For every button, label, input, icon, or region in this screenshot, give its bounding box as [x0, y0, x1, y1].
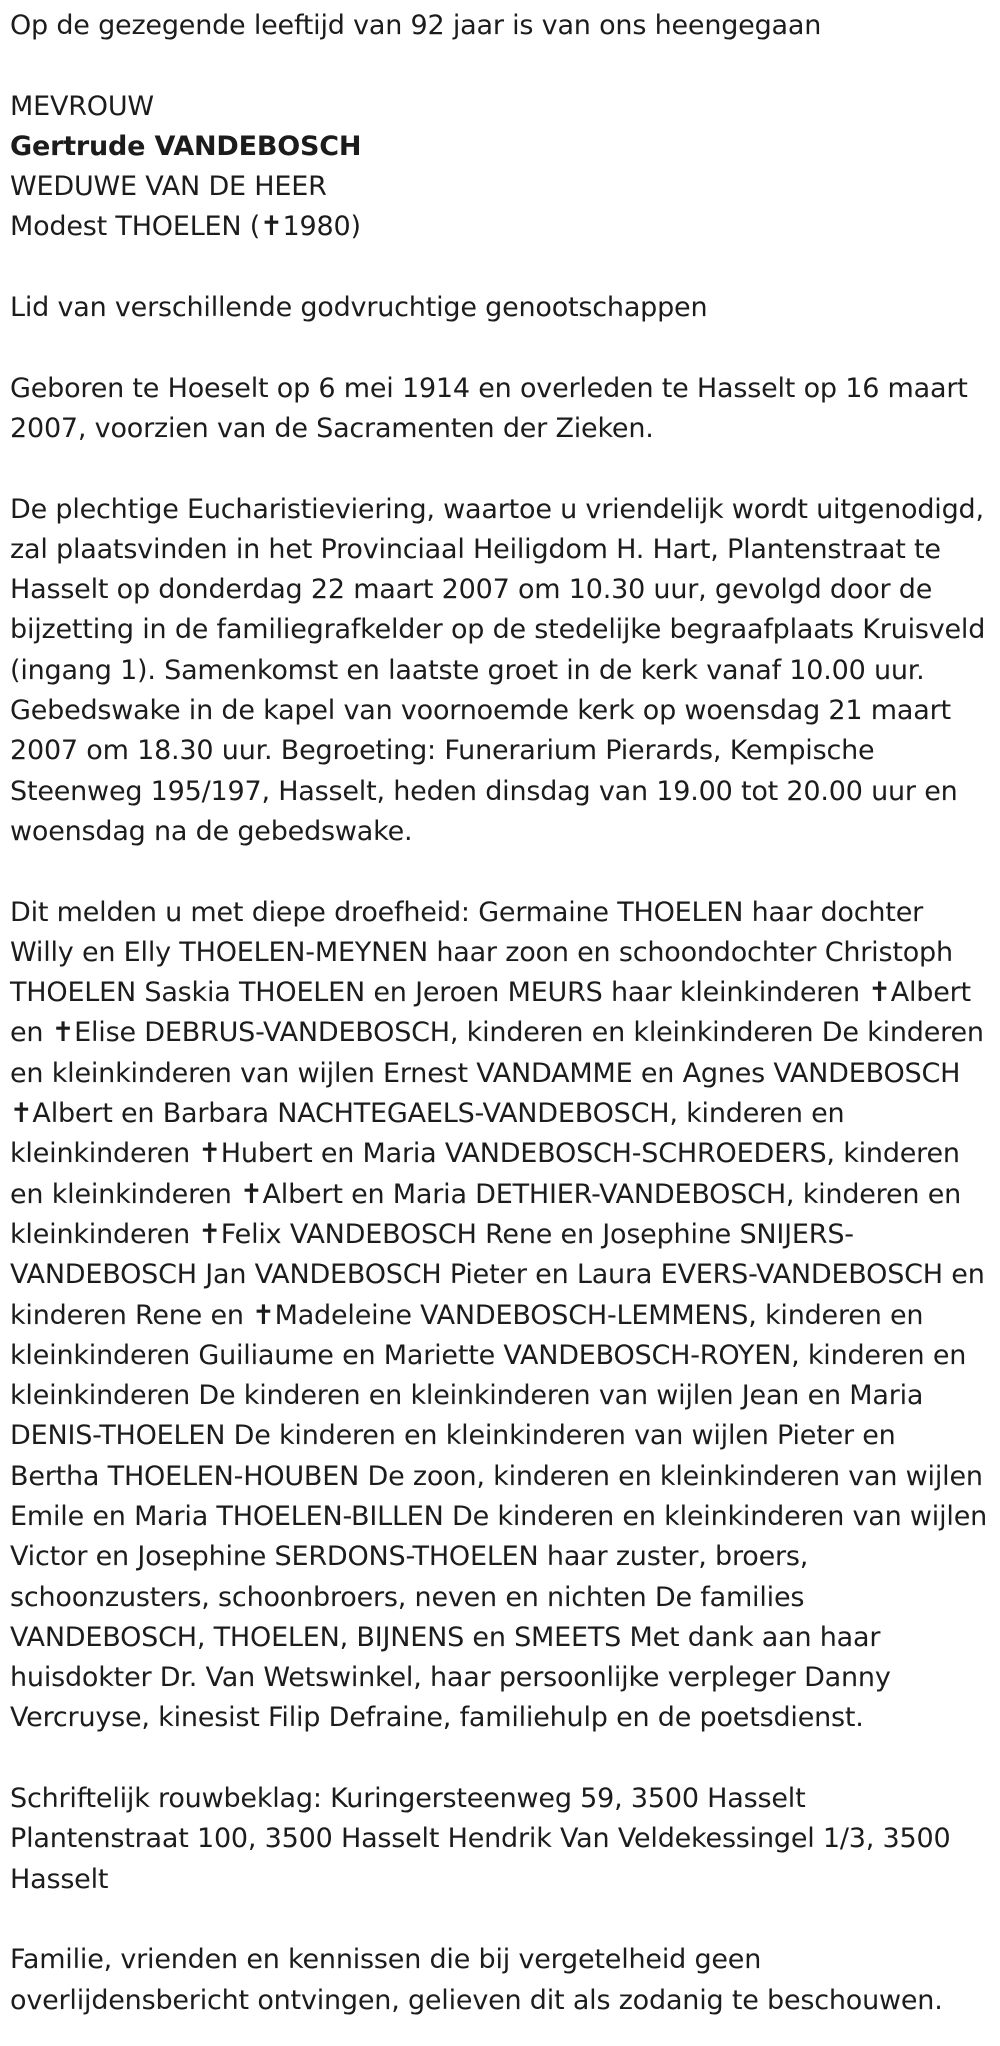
widow-line: WEDUWE VAN DE HEER [10, 171, 327, 203]
spacer [10, 46, 992, 86]
spacer [10, 248, 992, 288]
spacer [10, 1900, 992, 1940]
birth-death-paragraph: Geboren te Hoeselt op 6 mei 1914 en overleden te Hasselt op 16 maart 2007, voorzien van de Sacramenten der Zieken. [10, 372, 968, 444]
spacer [10, 449, 992, 489]
spacer [10, 328, 992, 368]
closing-paragraph: Familie, vrienden en kennissen die bij vergetelheid geen overlijdensbericht ontvingen, gelieven dit als zodanig te beschouwen. [10, 1944, 943, 2016]
deceased-name: Gertrude VANDEBOSCH [10, 130, 362, 162]
ceremony-paragraph: De plechtige Eucharistieviering, waartoe u vriendelijk wordt uitgenodigd, zal plaatsvinden in het Provinciaal Heiligdom H. Hart, Plantenstraat te Hasselt op donderdag 22 maart 2007 om 10.30 uur, gevolgd door de bijzetting in de familiegrafkelder op de stedelijke begraafplaats Kruisveld (ingang 1). Samenkomst en laatste groet in de kerk vanaf 10.00 uur. Gebedswake in de kapel van voornoemde kerk op woensdag 21 maart 2007 om 18.30 uur. Begroeting: Funerarium Pierards, Kempische Steenweg 195/197, Hasselt, heden dinsdag van 19.00 tot 20.00 uur en woensdag na de gebedswake. [10, 493, 986, 847]
husband-line: Modest THOELEN (✝1980) [10, 211, 361, 243]
spacer [10, 1739, 992, 1779]
mourners-paragraph: Dit melden u met diepe droefheid: Germaine THOELEN haar dochter Willy en Elly THOELEN-MEYNEN haar zoon en schoondochter Christoph THOELEN Saskia THOELEN en Jeroen MEURS haar kleinkinderen ✝Albert en ✝Elise DEBRUS-VANDEBOSCH, kinderen en kleinkinderen De kinderen en kleinkinderen van wijlen Ernest VANDAMME en Agnes VANDEBOSCH ✝Albert en Barbara NACHTEGAELS-VANDEBOSCH, kinderen en kleinkinderen ✝Hubert en Maria VANDEBOSCH-SCHROEDERS, kinderen en kleinkinderen ✝Albert en Maria DETHIER-VANDEBOSCH, kinderen en kleinkinderen ✝Felix VANDEBOSCH Rene en Josephine SNIJERS-VANDEBOSCH Jan VANDEBOSCH Pieter en Laura EVERS-VANDEBOSCH en kinderen Rene en ✝Madeleine VANDEBOSCH-LEMMENS, kinderen en kleinkinderen Guiliaume en Mariette VANDEBOSCH-ROYEN, kinderen en kleinkinderen De kinderen en kleinkinderen van wijlen Jean en Maria DENIS-THOELEN De kinderen en kleinkinderen van wijlen Pieter en Bertha THOELEN-HOUBEN De zoon, kinderen en kleinkinderen van wijlen Emile en Maria THOELEN-BILLEN De kinderen en kleinkinderen van wijlen Victor en Josephine SERDONS-THOELEN haar zuster, broers, schoonzusters, schoonbroers, neven en nichten De families VANDEBOSCH, THOELEN, BIJNENS en SMEETS Met dank aan haar huisdokter Dr. Van Wetswinkel, haar persoonlijke verpleger Danny Vercruyse, kinesist Filip Defraine, familiehulp en de poetsdienst. [10, 896, 988, 1734]
obituary-notice [10, 6, 992, 2021]
intro-line: Op de gezegende leeftijd van 92 jaar is van ons heengegaan [10, 10, 822, 41]
spacer [10, 852, 992, 892]
membership-line: Lid van verschillende godvruchtige genootschappen [10, 292, 708, 324]
condolences-paragraph: Schriftelijk rouwbeklag: Kuringersteenweg 59, 3500 Hasselt Plantenstraat 100, 3500 Hasselt Hendrik Van Veldekessingel 1/3, 3500 Hasselt [10, 1783, 951, 1895]
title-line: MEVROUW [10, 90, 154, 122]
